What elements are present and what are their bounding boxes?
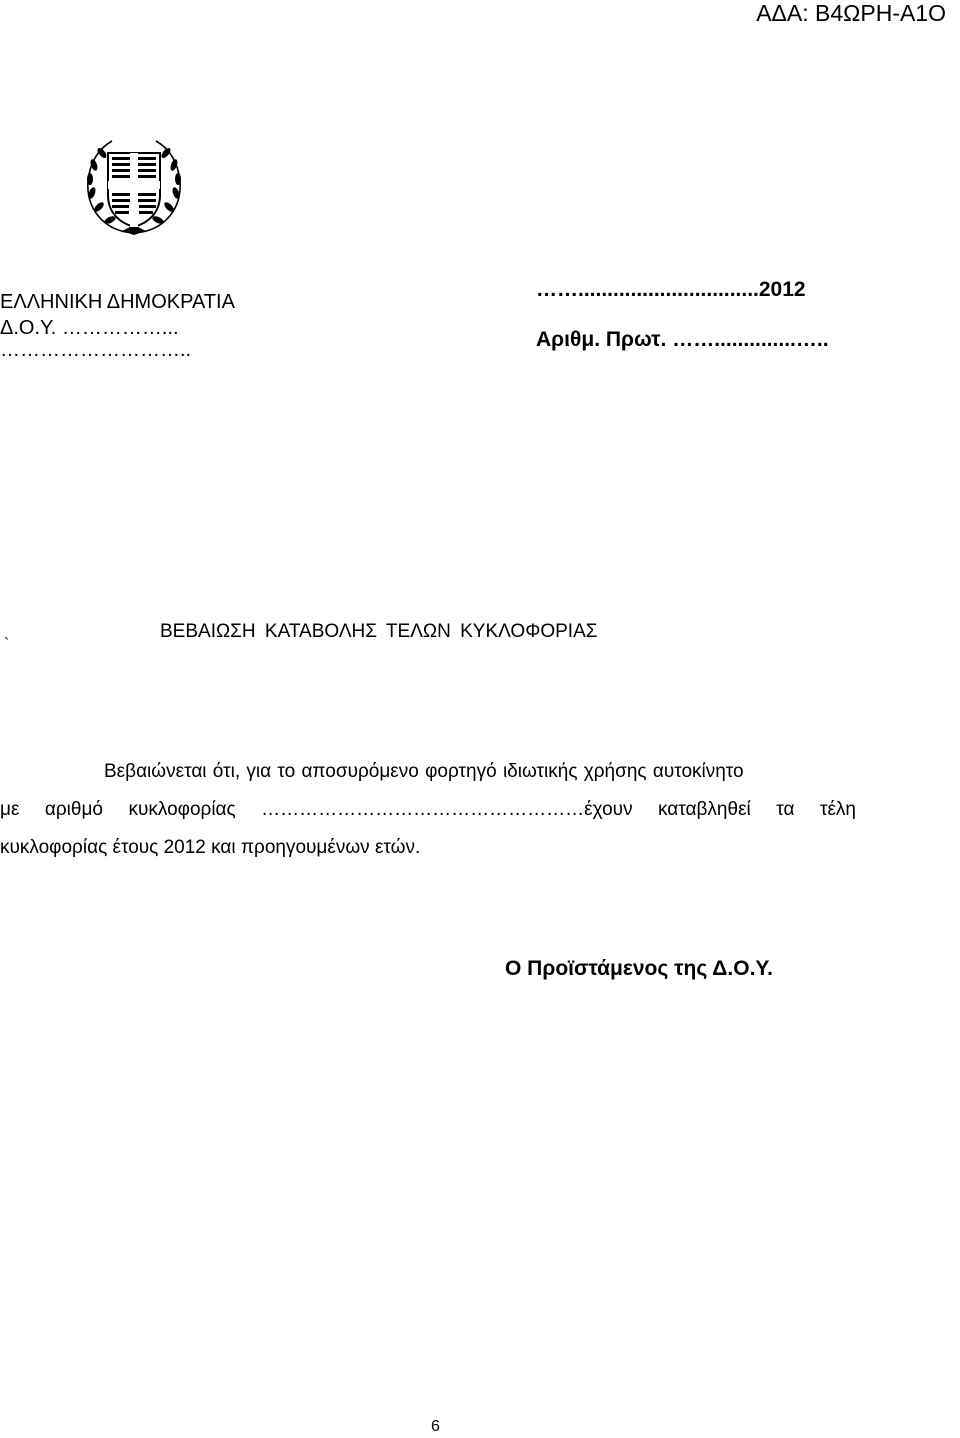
issuer-title: ΕΛΛΗΝΙΚΗ ΔΗΜΟΚΡΑΤΙΑ xyxy=(0,291,235,313)
signature-line: Ο Προϊστάμενος της Δ.Ο.Υ. xyxy=(505,957,773,980)
protocol-number-line: Αριθμ. Πρωτ. ……..............….. xyxy=(536,328,829,351)
body-word: αριθμό xyxy=(44,799,103,820)
ada-code: ΑΔΑ: Β4ΩΡΗ-Α1Ο xyxy=(756,0,946,26)
body-line-1: Βεβαιώνεται ότι, για το αποσυρόμενο φορτηγό ιδιωτικής χρήσης αυτοκίνητο xyxy=(104,761,744,782)
body-line-2 xyxy=(0,799,856,821)
greek-coat-of-arms-icon xyxy=(82,135,186,239)
body-word: ……………………………………………έχουν xyxy=(261,799,633,820)
body-word: τέλη xyxy=(819,799,856,820)
issuer-office-continuation: ……………………….. xyxy=(0,339,192,361)
document-title: ΒΕΒΑΙΩΣΗ ΚΑΤΑΒΟΛΗΣ ΤΕΛΩΝ ΚΥΚΛΟΦΟΡΙΑΣ xyxy=(160,621,598,642)
stray-mark: ` xyxy=(4,636,10,653)
date-line: ……...............................2012 xyxy=(536,278,806,301)
body-word: τα xyxy=(776,799,795,820)
issuer-office: Δ.Ο.Υ. ……………... xyxy=(0,317,179,339)
body-word: κυκλοφορίας xyxy=(128,799,236,820)
body-word: καταβληθεί xyxy=(658,799,751,820)
page-number: 6 xyxy=(431,1418,440,1435)
body-word: με xyxy=(0,799,20,820)
body-line-3: κυκλοφορίας έτους 2012 και προηγουμένων ετών. xyxy=(0,837,421,858)
